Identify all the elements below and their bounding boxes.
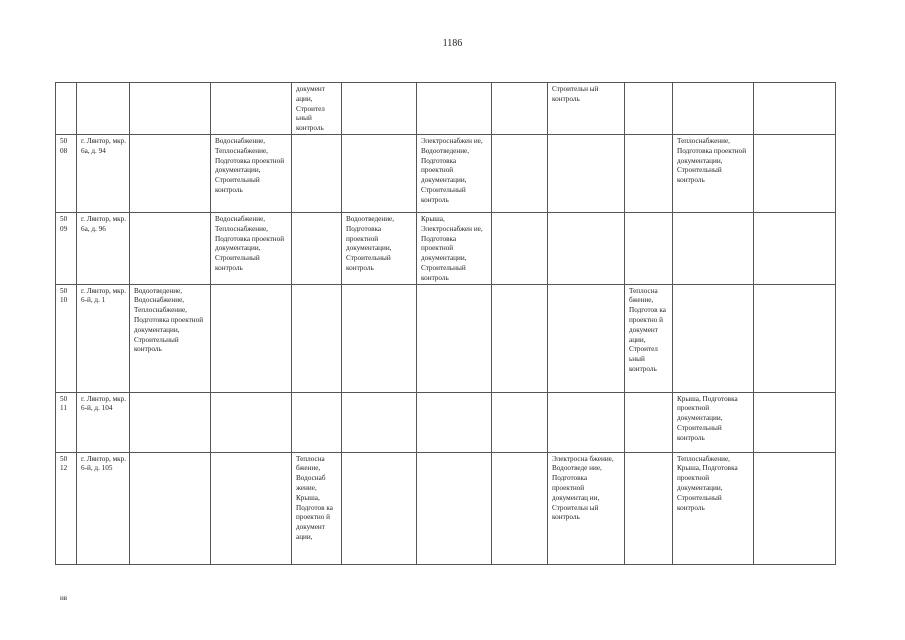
table-cell: Теплосна бжение, Подготов ка проектно й документ ации, Строител ьный контроль (625, 284, 673, 392)
table-row (56, 392, 836, 452)
table-cell (130, 212, 211, 284)
table-cell: Водоотведение, Подготовка проектной документации, Строительный контроль (342, 212, 417, 284)
table-cell (417, 284, 492, 392)
table-cell (342, 392, 417, 452)
table-cell: Теплоснабжение, Крыша, Подготовка проектной документации, Строительный контроль (673, 452, 754, 564)
table-cell (342, 134, 417, 212)
table-cell: документ ации, Строител ьный контроль (292, 83, 342, 135)
address-cell: г. Лянтор, мкр. 6-й, д. 105 (77, 452, 130, 564)
table-cell (754, 83, 836, 135)
table-cell: Теплоснабжение, Подготовка проектной документации, Строительный контроль (673, 134, 754, 212)
table-cell (211, 392, 292, 452)
table-cell (625, 212, 673, 284)
row-number: 50 10 (56, 284, 77, 392)
table-cell (342, 452, 417, 564)
table-cell (130, 392, 211, 452)
table-row (56, 83, 836, 135)
address-cell (77, 83, 130, 135)
row-number: 50 09 (56, 212, 77, 284)
page-number: 1186 (442, 38, 463, 49)
table-cell (292, 134, 342, 212)
table-cell: Электросна бжение, Водоотведе ние, Подготовка проектной документац ии, Строительн ый контроль (548, 452, 625, 564)
table-cell (417, 392, 492, 452)
table-row (56, 212, 836, 284)
table-cell (211, 452, 292, 564)
table-cell (292, 212, 342, 284)
row-number: 50 11 (56, 392, 77, 452)
table-cell (625, 83, 673, 135)
table-cell (625, 452, 673, 564)
table-cell (754, 134, 836, 212)
table-cell (492, 452, 548, 564)
table-cell (754, 452, 836, 564)
row-number: 50 08 (56, 134, 77, 212)
table-cell (754, 392, 836, 452)
table-cell (130, 134, 211, 212)
table-cell (673, 284, 754, 392)
table-cell (292, 284, 342, 392)
table-cell (211, 284, 292, 392)
table-cell (754, 212, 836, 284)
table-cell (492, 284, 548, 392)
table-cell (673, 212, 754, 284)
works-table (55, 82, 836, 565)
table-row (56, 284, 836, 392)
table-cell (548, 134, 625, 212)
table-cell (492, 212, 548, 284)
address-cell: г. Лянтор, мкр. 6-й, д. 104 (77, 392, 130, 452)
table-cell (292, 392, 342, 452)
table-cell (625, 134, 673, 212)
table-cell (548, 212, 625, 284)
address-cell: г. Лянтор, мкр. 6-й, д. 1 (77, 284, 130, 392)
address-cell: г. Лянтор, мкр. 6а, д. 94 (77, 134, 130, 212)
address-cell: г. Лянтор, мкр. 6а, д. 96 (77, 212, 130, 284)
table-cell (130, 452, 211, 564)
table-cell (625, 392, 673, 452)
table-cell: Строительн ый контроль (548, 83, 625, 135)
table-cell (417, 83, 492, 135)
table-cell: Крыша, Подготовка проектной документации, Строительный контроль (673, 392, 754, 452)
table-cell (492, 83, 548, 135)
table-cell (492, 134, 548, 212)
table-row (56, 452, 836, 564)
table-cell (548, 284, 625, 392)
table-cell: Электроснабжен ие, Водоотведение, Подготовка проектной документации, Строительный контроль (417, 134, 492, 212)
table-cell (673, 83, 754, 135)
table-cell (492, 392, 548, 452)
table-cell: Теплосна бжение, Водоснаб жение, Крыша, Подготов ка проектно й документ ации, (292, 452, 342, 564)
table-cell (130, 83, 211, 135)
row-number: 50 12 (56, 452, 77, 564)
table-cell: Водоснабжение, Теплоснабжение, Подготовка проектной документации, Строительный контроль (211, 212, 292, 284)
table-cell (754, 284, 836, 392)
table-cell (548, 392, 625, 452)
row-number (56, 83, 77, 135)
table-cell: Крыша, Электроснабжен ие, Подготовка проектной документации, Строительный контроль (417, 212, 492, 284)
table-cell: Водоснабжение, Теплоснабжение, Подготовка проектной документации, Строительный контроль (211, 134, 292, 212)
table-cell (211, 83, 292, 135)
footer-mark: нв (60, 594, 68, 602)
table-cell (342, 284, 417, 392)
table-cell (342, 83, 417, 135)
table-cell (417, 452, 492, 564)
table-cell: Водоотведение, Водоснабжение, Теплоснабжение, Подготовка проектной документации, Строительный контроль (130, 284, 211, 392)
table-row (56, 134, 836, 212)
